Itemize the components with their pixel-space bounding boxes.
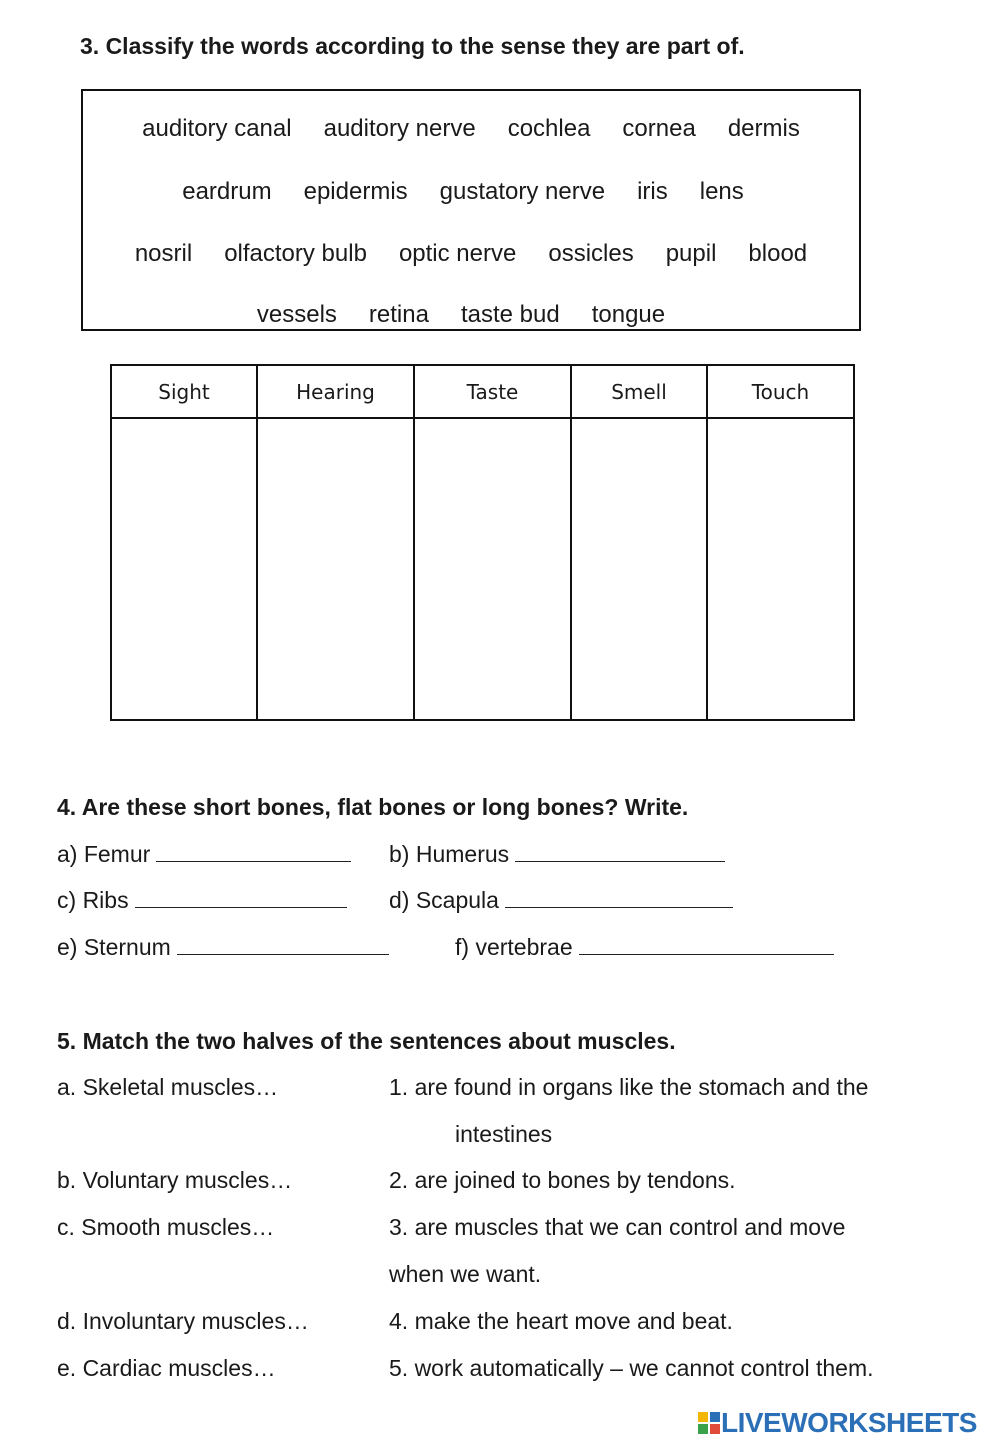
bone-word: Scapula — [415, 887, 499, 913]
sense-classification-table — [110, 364, 855, 721]
answer-blank-e[interactable] — [177, 934, 389, 955]
drop-zone-taste[interactable] — [414, 418, 571, 720]
column-header-sight: Sight — [111, 365, 257, 418]
bone-item-c — [57, 887, 347, 914]
item-letter: d) — [389, 887, 410, 913]
item-letter: f) — [455, 934, 470, 960]
bone-word: Humerus — [415, 841, 510, 867]
drop-zone-sight[interactable] — [111, 418, 257, 720]
match-left-c[interactable]: c. Smooth muscles… — [57, 1214, 275, 1240]
word-chip[interactable]: taste bud — [460, 301, 560, 328]
word-chip[interactable]: iris — [637, 178, 668, 205]
word-chip[interactable]: cochlea — [507, 115, 591, 142]
word-chip[interactable]: dermis — [727, 115, 800, 142]
bone-word: vertebrae — [475, 934, 573, 960]
word-line-2 — [75, 178, 851, 206]
answer-blank-c[interactable] — [135, 887, 347, 908]
item-letter: c) — [57, 887, 77, 913]
word-chip[interactable]: eardrum — [182, 178, 272, 205]
bone-item-a — [57, 841, 351, 868]
liveworksheets-icon — [697, 1411, 721, 1435]
word-chip[interactable]: nosril — [134, 240, 193, 267]
word-chip[interactable]: olfactory bulb — [224, 240, 367, 267]
bone-item-b — [389, 841, 725, 868]
word-chip[interactable]: retina — [368, 301, 429, 328]
item-letter: a) — [57, 841, 78, 867]
match-right-5[interactable]: 5. work automatically – we cannot control them. — [389, 1355, 874, 1381]
match-left-e[interactable]: e. Cardiac muscles… — [57, 1355, 276, 1381]
column-header-hearing: Hearing — [257, 365, 414, 418]
match-right-3-cont[interactable]: when we want. — [389, 1261, 542, 1287]
word-chip[interactable]: optic nerve — [398, 240, 517, 267]
match-right-4[interactable]: 4. make the heart move and beat. — [389, 1308, 733, 1334]
column-header-taste: Taste — [414, 365, 571, 418]
word-chip[interactable]: lens — [699, 178, 744, 205]
match-right-2[interactable]: 2. are joined to bones by tendons. — [389, 1167, 736, 1193]
match-left-d[interactable]: d. Involuntary muscles… — [57, 1308, 309, 1334]
q3-heading: 3. Classify the words according to the sense they are part of. — [80, 33, 745, 59]
bone-item-f — [455, 934, 834, 961]
bone-word: Sternum — [83, 934, 171, 960]
answer-blank-f[interactable] — [579, 934, 834, 955]
word-chip[interactable]: cornea — [622, 115, 696, 142]
column-header-smell: Smell — [571, 365, 707, 418]
logo-text: LIVEWORKSHEETS — [721, 1407, 977, 1438]
bone-word: Ribs — [82, 887, 129, 913]
q4-heading: 4. Are these short bones, flat bones or long bones? Write. — [57, 794, 689, 820]
match-left-a[interactable]: a. Skeletal muscles… — [57, 1074, 279, 1100]
q5-heading: 5. Match the two halves of the sentences about muscles. — [57, 1028, 676, 1054]
word-line-1 — [83, 115, 859, 143]
word-chip[interactable]: blood — [748, 240, 808, 267]
table-drop-row — [111, 418, 854, 720]
answer-blank-d[interactable] — [505, 887, 733, 908]
column-header-touch: Touch — [707, 365, 854, 418]
word-chip[interactable]: auditory nerve — [323, 115, 476, 142]
bone-item-d — [389, 887, 733, 914]
table-header-row — [111, 365, 854, 418]
match-right-1-cont[interactable]: intestines — [455, 1121, 553, 1147]
bone-item-e — [57, 934, 389, 961]
word-line-3 — [83, 240, 859, 268]
word-bank — [81, 89, 861, 331]
word-chip[interactable]: vessels — [256, 301, 337, 328]
word-chip[interactable]: gustatory nerve — [439, 178, 606, 205]
word-chip[interactable]: epidermis — [303, 178, 408, 205]
word-chip[interactable]: pupil — [665, 240, 717, 267]
answer-blank-a[interactable] — [156, 841, 351, 862]
word-chip[interactable]: tongue — [591, 301, 666, 328]
drop-zone-hearing[interactable] — [257, 418, 414, 720]
item-letter: b) — [389, 841, 410, 867]
word-chip[interactable]: auditory canal — [142, 115, 292, 142]
answer-blank-b[interactable] — [515, 841, 725, 862]
word-line-4 — [73, 301, 849, 329]
match-left-b[interactable]: b. Voluntary muscles… — [57, 1167, 293, 1193]
match-right-1[interactable]: 1. are found in organs like the stomach and the — [389, 1074, 869, 1100]
drop-zone-smell[interactable] — [571, 418, 707, 720]
item-letter: e) — [57, 934, 78, 960]
bone-word: Femur — [83, 841, 151, 867]
drop-zone-touch[interactable] — [707, 418, 854, 720]
word-chip[interactable]: ossicles — [548, 240, 634, 267]
match-right-3[interactable]: 3. are muscles that we can control and move — [389, 1214, 846, 1240]
